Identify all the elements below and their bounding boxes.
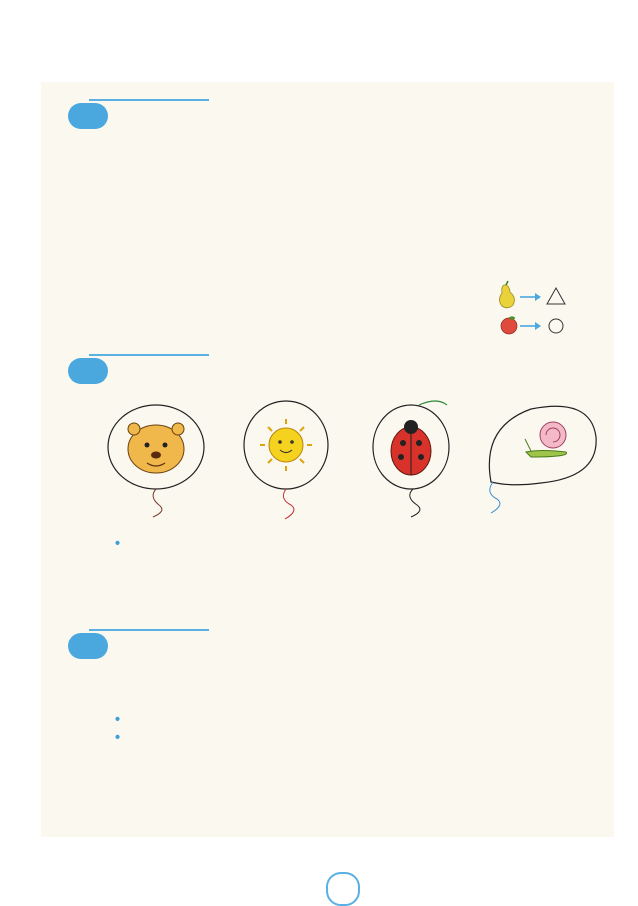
bullet-icon: • <box>115 536 121 552</box>
bullet-icon: • <box>115 712 121 728</box>
legend-apple-to-circle <box>491 310 591 340</box>
circle-icon <box>549 319 563 333</box>
triangle-icon <box>547 288 565 304</box>
exercise-number-badge <box>68 633 108 659</box>
legend-pear-to-triangle <box>491 280 591 310</box>
bullet-icon: • <box>115 730 121 746</box>
arrow-right-icon <box>520 322 541 330</box>
exercise-81 <box>41 347 614 622</box>
apple-icon <box>501 316 517 334</box>
textbook-page <box>41 82 614 837</box>
exercise-80 <box>41 82 614 347</box>
exercise-82 <box>41 622 614 802</box>
arrow-right-icon <box>520 293 541 301</box>
sun-balloon <box>244 401 328 519</box>
tiger-balloon <box>108 405 204 517</box>
exercise-number-badge <box>68 103 108 129</box>
exercise-task <box>115 536 605 553</box>
pear-icon <box>500 281 515 308</box>
page-number <box>326 872 360 906</box>
balloons-row <box>101 397 601 517</box>
ladybug-balloon <box>373 401 449 517</box>
exercise-questions <box>115 712 605 747</box>
exercise-number-badge <box>68 358 108 384</box>
triangle-pattern <box>156 665 536 695</box>
snail-balloon <box>489 406 596 513</box>
